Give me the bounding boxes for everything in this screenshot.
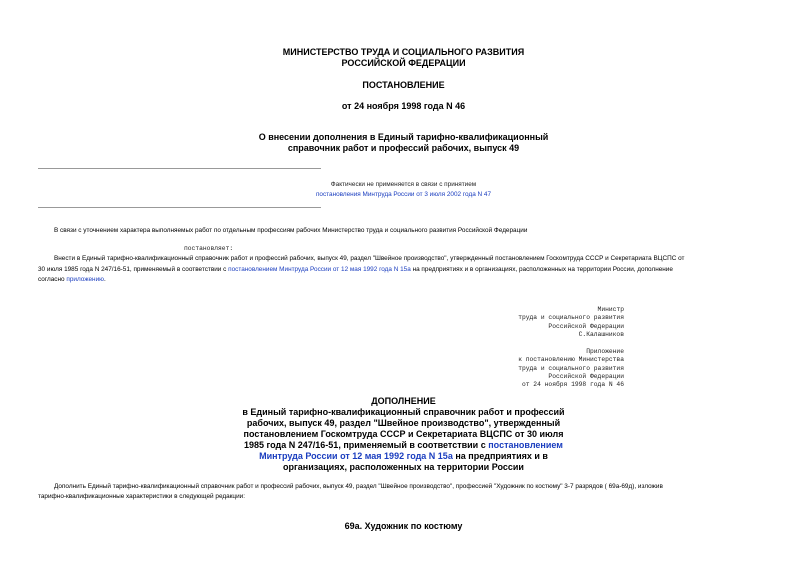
signature-country: Российской Федерации [548, 322, 624, 330]
addition-line4-text: 1985 года N 247/16-51, применяемый в соответствии с [244, 440, 486, 450]
body-text-b: на предприятиях и в организациях, расположенных на территории России, дополнение [412, 266, 673, 273]
addition-line5 [0, 451, 807, 462]
appendix-ref-line4: Российской Федерации [548, 372, 624, 380]
addition-line2: рабочих, выпуск 49, раздел "Швейное производство", утвержденный [246, 418, 561, 428]
appendix-ref-line1: Приложение [586, 348, 624, 355]
body-text-d: . [103, 276, 106, 283]
addition-line4 [0, 440, 807, 451]
document-subject-line1: О внесении дополнения в Единый тарифно-квалификационный [258, 132, 549, 142]
ministry-title-line2: РОССИЙСКОЙ ФЕДЕРАЦИИ [341, 58, 466, 68]
body-line3 [38, 275, 774, 285]
notice-link[interactable] [0, 190, 807, 200]
signature-name: С.Калашников [578, 330, 624, 338]
notice-bottom-divider [38, 207, 321, 208]
document-date: от 24 ноября 1998 года N 46 [341, 101, 466, 111]
appendix-ref-line2: к постановлению Министерства [518, 356, 624, 364]
body-link-resolution[interactable]: постановлением Минтруда России от 12 мая 1992 года N 15а [228, 266, 411, 273]
appendix-ref-line3: труда и социального развития [518, 364, 624, 372]
signature-block [518, 306, 624, 339]
body-line2 [38, 265, 774, 275]
appendix-reference [518, 348, 624, 389]
document-type: ПОСТАНОВЛЕНИЕ [362, 80, 445, 90]
body-text-c: согласно [38, 276, 65, 283]
appendix-ref-line5: от 24 ноября 1998 года N 46 [521, 381, 624, 389]
ministry-title-line1: МИНИСТЕРСТВО ТРУДА И СОЦИАЛЬНОГО РАЗВИТИЯ [282, 47, 525, 57]
addition-line6: организациях, расположенных на территории России [283, 462, 524, 472]
notice-link-text[interactable]: постановления Минтруда России от 3 июля 2002 года N 47 [315, 191, 492, 198]
signature-title: Министр [597, 306, 624, 313]
addition-link-part1[interactable]: постановлением [488, 440, 563, 450]
notice-top-divider [38, 168, 321, 169]
addition-line5-text: на предприятиях и в [455, 451, 548, 461]
supplement-line2: тарифно-квалификационные характеристики в следующей редакции: [38, 493, 246, 500]
decides-label: постановляет: [184, 245, 234, 252]
document-subject-line2: справочник работ и профессий рабочих, выпуск 49 [287, 143, 520, 153]
addition-line1: в Единый тарифно-квалификационный справочник работ и профессий [242, 407, 565, 417]
addition-title: ДОПОЛНЕНИЕ [371, 396, 436, 406]
section-title: 69а. Художник по костюму [344, 521, 463, 531]
notice-text: Фактически не применяется в связи с принятием [330, 181, 477, 188]
body-text-a: 30 июля 1985 года N 247/16-51, применяемый в соответствии с [38, 266, 227, 273]
supplement-line1: Дополнить Единый тарифно-квалификационный справочник работ и профессий рабочих, выпуск 49, раздел "Швейное производство", профессией "Художник по костюму" 3-7 разрядов ( 69а-69д), изложив [54, 483, 663, 490]
addition-line3: постановлением Госкомтруда СССР и Секретариата ВЦСПС от 30 июля [243, 429, 564, 439]
body-link-appendix[interactable]: приложению [66, 276, 104, 283]
signature-ministry: труда и социального развития [518, 314, 624, 322]
preamble: В связи с уточнением характера выполняемых работ по отдельным профессиям рабочих Министерство труда и социального развития Российской Федерации [54, 227, 528, 234]
body-line1: Внести в Единый тарифно-квалификационный справочник работ и профессий рабочих, выпуск 49, раздел "Швейное производство", утвержденный постановлением Госкомтруда СССР и Секретариата ВЦСПС от [54, 255, 685, 262]
addition-link-part2[interactable]: Минтруда России от 12 мая 1992 года N 15а [259, 451, 453, 461]
